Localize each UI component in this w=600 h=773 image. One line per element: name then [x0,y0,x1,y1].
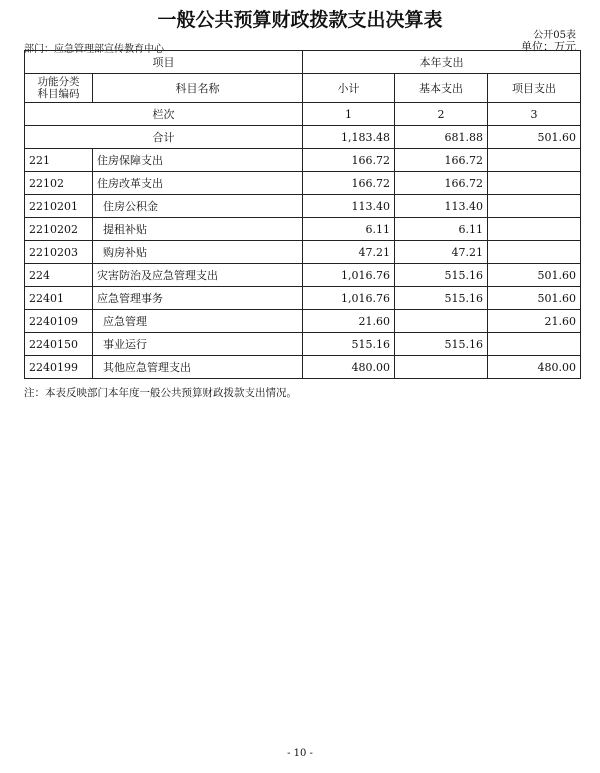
total-project: 501.60 [488,126,581,149]
table-row [25,172,581,195]
row-project: 480.00 [488,356,581,379]
header-basic: 基本支出 [395,74,488,103]
total-label: 合计 [25,126,303,149]
header-func-code-line1: 功能分类 [37,76,80,88]
row-code: 2240199 [25,356,93,379]
row-code: 22102 [25,172,93,195]
table-row [25,149,581,172]
unit-label: 单位：万元 [521,40,576,53]
row-subtotal: 1,016.76 [303,287,395,310]
row-project [488,149,581,172]
column-index-1: 1 [303,103,395,126]
row-project [488,241,581,264]
header-row-1 [25,51,581,74]
row-name: 住房保障支出 [93,149,303,172]
header-project: 项目支出 [488,74,581,103]
row-code: 221 [25,149,93,172]
table-row [25,241,581,264]
row-code: 2210203 [25,241,93,264]
header-row-2 [25,74,581,103]
header-func-code [25,74,93,103]
row-name: 应急管理 [93,310,303,333]
row-code: 2240150 [25,333,93,356]
header-subject-name: 科目名称 [93,74,303,103]
header-subtotal: 小计 [303,74,395,103]
row-code: 2210201 [25,195,93,218]
row-name: 其他应急管理支出 [93,356,303,379]
row-basic: 515.16 [395,333,488,356]
row-code: 224 [25,264,93,287]
row-subtotal: 47.21 [303,241,395,264]
column-index-3: 3 [488,103,581,126]
row-subtotal: 113.40 [303,195,395,218]
total-subtotal: 1,183.48 [303,126,395,149]
row-subtotal: 166.72 [303,149,395,172]
table-row [25,195,581,218]
row-project [488,333,581,356]
table-row [25,333,581,356]
row-name: 住房公积金 [93,195,303,218]
row-project: 501.60 [488,287,581,310]
row-basic: 515.16 [395,287,488,310]
row-code: 2240109 [25,310,93,333]
row-subtotal: 21.60 [303,310,395,333]
table-row [25,310,581,333]
table-row [25,218,581,241]
expenditure-table [24,50,581,379]
row-project: 501.60 [488,264,581,287]
row-basic: 47.21 [395,241,488,264]
row-project [488,195,581,218]
header-current-year: 本年支出 [303,51,581,74]
column-index-row [25,103,581,126]
page-number: - 10 - [287,748,313,759]
row-basic [395,356,488,379]
row-name: 购房补贴 [93,241,303,264]
table-note: 注：本表反映部门本年度一般公共预算财政拨款支出情况。 [24,387,297,399]
row-basic [395,310,488,333]
page-title: 一般公共预算财政拨款支出决算表 [157,9,443,31]
row-basic: 113.40 [395,195,488,218]
header-func-code-line2: 科目编码 [37,88,80,100]
row-basic: 515.16 [395,264,488,287]
row-project [488,172,581,195]
row-basic: 166.72 [395,149,488,172]
row-name: 灾害防治及应急管理支出 [93,264,303,287]
total-basic: 681.88 [395,126,488,149]
form-number: 公开05表 [533,30,576,41]
row-code: 2210202 [25,218,93,241]
table-row [25,287,581,310]
total-row [25,126,581,149]
row-name: 提租补贴 [93,218,303,241]
department-label: 部门：应急管理部宣传教育中心 [24,44,164,55]
row-subtotal: 1,016.76 [303,264,395,287]
row-code: 22401 [25,287,93,310]
row-subtotal: 515.16 [303,333,395,356]
column-index-label: 栏次 [25,103,303,126]
row-basic: 6.11 [395,218,488,241]
row-subtotal: 6.11 [303,218,395,241]
row-name: 住房改革支出 [93,172,303,195]
column-index-2: 2 [395,103,488,126]
row-basic: 166.72 [395,172,488,195]
table-row [25,264,581,287]
row-name: 应急管理事务 [93,287,303,310]
row-name: 事业运行 [93,333,303,356]
row-project [488,218,581,241]
row-project: 21.60 [488,310,581,333]
row-subtotal: 480.00 [303,356,395,379]
table-row [25,356,581,379]
header-item: 项目 [25,51,303,74]
row-subtotal: 166.72 [303,172,395,195]
